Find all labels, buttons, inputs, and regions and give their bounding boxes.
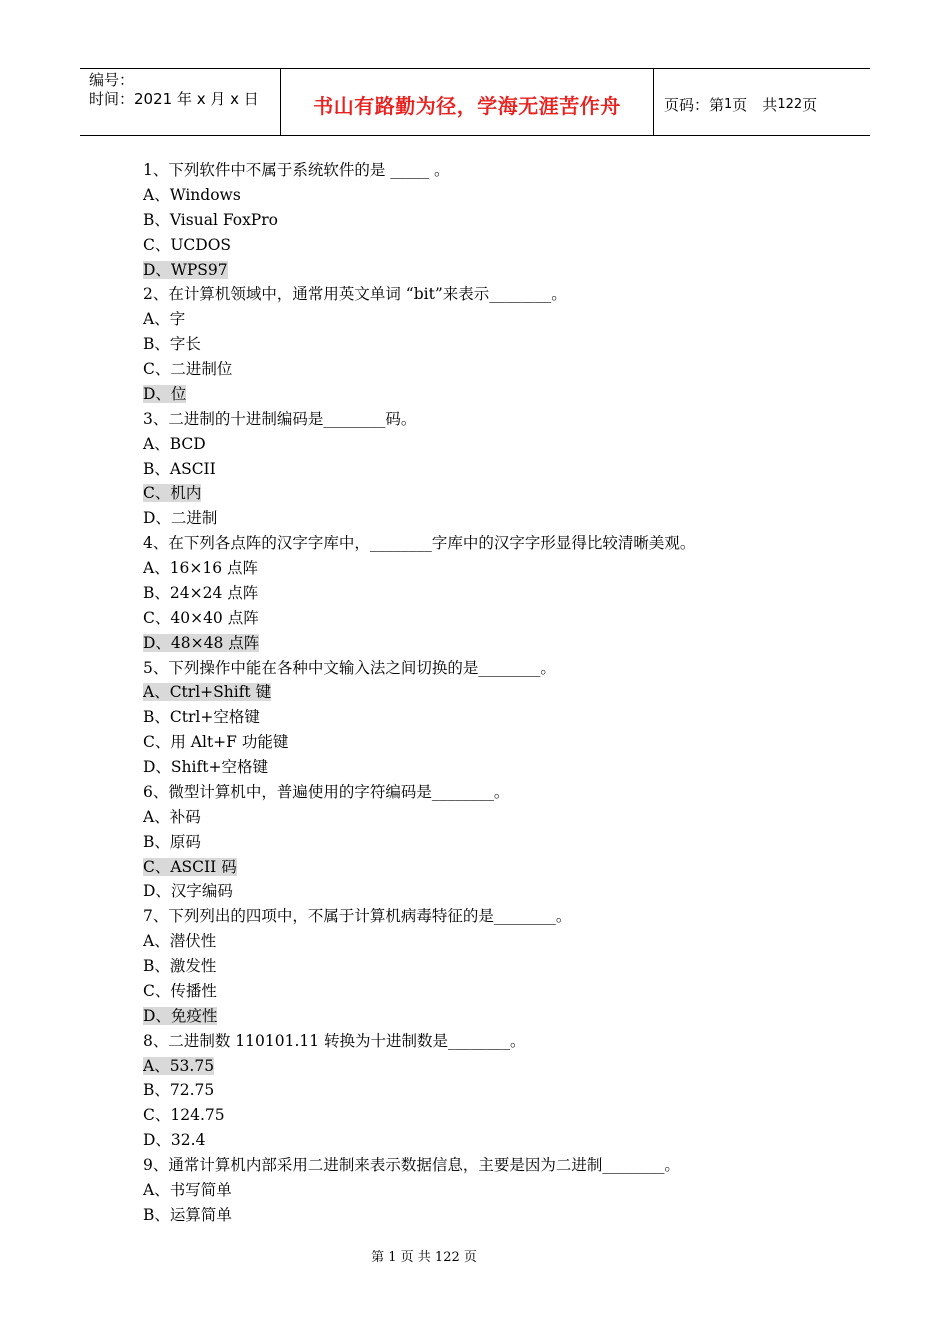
answer-option [143, 332, 823, 357]
line-text: B、字长 [143, 335, 201, 354]
line-text: 2、在计算机领域中，通常用英文单词 “bit”来表示________。 [143, 285, 567, 304]
line-text: B、Ctrl+空格键 [143, 708, 260, 727]
answer-option [143, 929, 823, 954]
number-label: 编号： [89, 71, 135, 89]
answer-option [143, 1203, 823, 1228]
page-current: 1 [724, 96, 733, 112]
answer-option [143, 755, 823, 780]
page-prefix: 页码：第 [664, 95, 725, 114]
highlighted-answer: A、53.75 [143, 1056, 215, 1075]
header-page-info [654, 69, 870, 135]
line-text: C、124.75 [143, 1106, 225, 1125]
line-text: C、40×40 点阵 [143, 608, 259, 627]
header-motto-cell [281, 69, 654, 135]
answer-option [143, 258, 823, 283]
footer-page-number: 第 1 页 共 122 页 [371, 1250, 477, 1265]
time-label: 时间：2021 年 x 月 x 日 [89, 90, 259, 108]
answer-option [143, 208, 823, 233]
question-list [143, 158, 823, 1228]
highlighted-answer: A、Ctrl+Shift 键 [143, 683, 272, 702]
answer-option [143, 1004, 823, 1029]
line-text: 9、通常计算机内部采用二进制来表示数据信息，主要是因为二进制________。 [143, 1156, 680, 1174]
highlighted-answer: D、48×48 点阵 [143, 633, 260, 652]
answer-option [143, 1103, 823, 1128]
page-footer [0, 1246, 950, 1265]
line-text: D、Shift+空格键 [143, 758, 268, 776]
line-text: A、潜伏性 [143, 932, 217, 951]
line-text: D、汉字编码 [143, 882, 233, 901]
line-text: A、书写简单 [143, 1180, 232, 1199]
line-text: 4、在下列各点阵的汉字字库中，________字库中的汉字字形显得比较清晰美观。 [143, 534, 696, 553]
question-text [143, 1029, 823, 1054]
line-text: 1、下列软件中不属于系统软件的是 _____ 。 [143, 161, 450, 179]
line-text: B、ASCII [143, 459, 216, 478]
line-text: 3、二进制的十进制编码是________码。 [143, 409, 417, 428]
answer-option [143, 506, 823, 531]
answer-option [143, 432, 823, 457]
question-text [143, 1153, 823, 1178]
line-text: B、72.75 [143, 1081, 215, 1100]
answer-option [143, 631, 823, 656]
line-text: D、32.4 [143, 1131, 206, 1150]
page-header [80, 68, 870, 136]
page-suffix: 页 [802, 95, 818, 114]
answer-option [143, 357, 823, 382]
line-text: C、UCDOS [143, 235, 232, 254]
page-mid: 页 共 [732, 95, 778, 114]
line-text: 5、下列操作中能在各种中文输入法之间切换的是________。 [143, 658, 556, 677]
line-text: B、24×24 点阵 [143, 583, 259, 602]
answer-option [143, 730, 823, 755]
answer-option [143, 1178, 823, 1203]
motto-text: 书山有路勤为径，学海无涯苦作舟 [313, 93, 621, 118]
answer-option [143, 606, 823, 631]
highlighted-answer: D、免疫性 [143, 1006, 218, 1025]
answer-option [143, 805, 823, 830]
page-total: 122 [777, 96, 803, 112]
answer-option [143, 1054, 823, 1079]
line-text: A、字 [143, 310, 186, 329]
line-text: A、BCD [143, 434, 206, 453]
line-text: 8、二进制数 110101.11 转换为十进制数是________。 [143, 1031, 526, 1050]
answer-option [143, 979, 823, 1004]
question-text [143, 158, 823, 183]
line-text: 7、下列列出的四项中，不属于计算机病毒特征的是________。 [143, 907, 572, 926]
line-text: C、二进制位 [143, 360, 233, 378]
answer-option [143, 855, 823, 880]
answer-option [143, 954, 823, 979]
highlighted-answer: D、位 [143, 384, 187, 403]
line-text: B、运算简单 [143, 1205, 232, 1224]
answer-option [143, 1078, 823, 1103]
line-text: A、Windows [143, 185, 241, 204]
answer-option [143, 481, 823, 506]
line-text: B、激发性 [143, 957, 217, 975]
line-text: A、补码 [143, 807, 201, 826]
answer-option [143, 556, 823, 581]
line-text: A、16×16 点阵 [143, 559, 259, 577]
answer-option [143, 879, 823, 904]
highlighted-answer: D、WPS97 [143, 260, 228, 279]
question-text [143, 904, 823, 929]
highlighted-answer: C、ASCII 码 [143, 857, 237, 876]
answer-option [143, 830, 823, 855]
question-text [143, 282, 823, 307]
line-text: D、二进制 [143, 509, 218, 528]
answer-option [143, 382, 823, 407]
line-text: C、用 Alt+F 功能键 [143, 733, 289, 752]
line-text: B、原码 [143, 832, 201, 851]
answer-option [143, 680, 823, 705]
answer-option [143, 233, 823, 258]
question-text [143, 656, 823, 681]
answer-option [143, 705, 823, 730]
question-text [143, 531, 823, 556]
line-text: 6、微型计算机中，普遍使用的字符编码是________。 [143, 782, 510, 801]
answer-option [143, 183, 823, 208]
header-meta [80, 69, 281, 135]
answer-option [143, 457, 823, 482]
question-text [143, 780, 823, 805]
line-text: C、传播性 [143, 981, 217, 1000]
line-text: B、Visual FoxPro [143, 210, 278, 229]
answer-option [143, 1128, 823, 1153]
answer-option [143, 307, 823, 332]
highlighted-answer: C、机内 [143, 484, 202, 503]
question-text [143, 407, 823, 432]
answer-option [143, 581, 823, 606]
